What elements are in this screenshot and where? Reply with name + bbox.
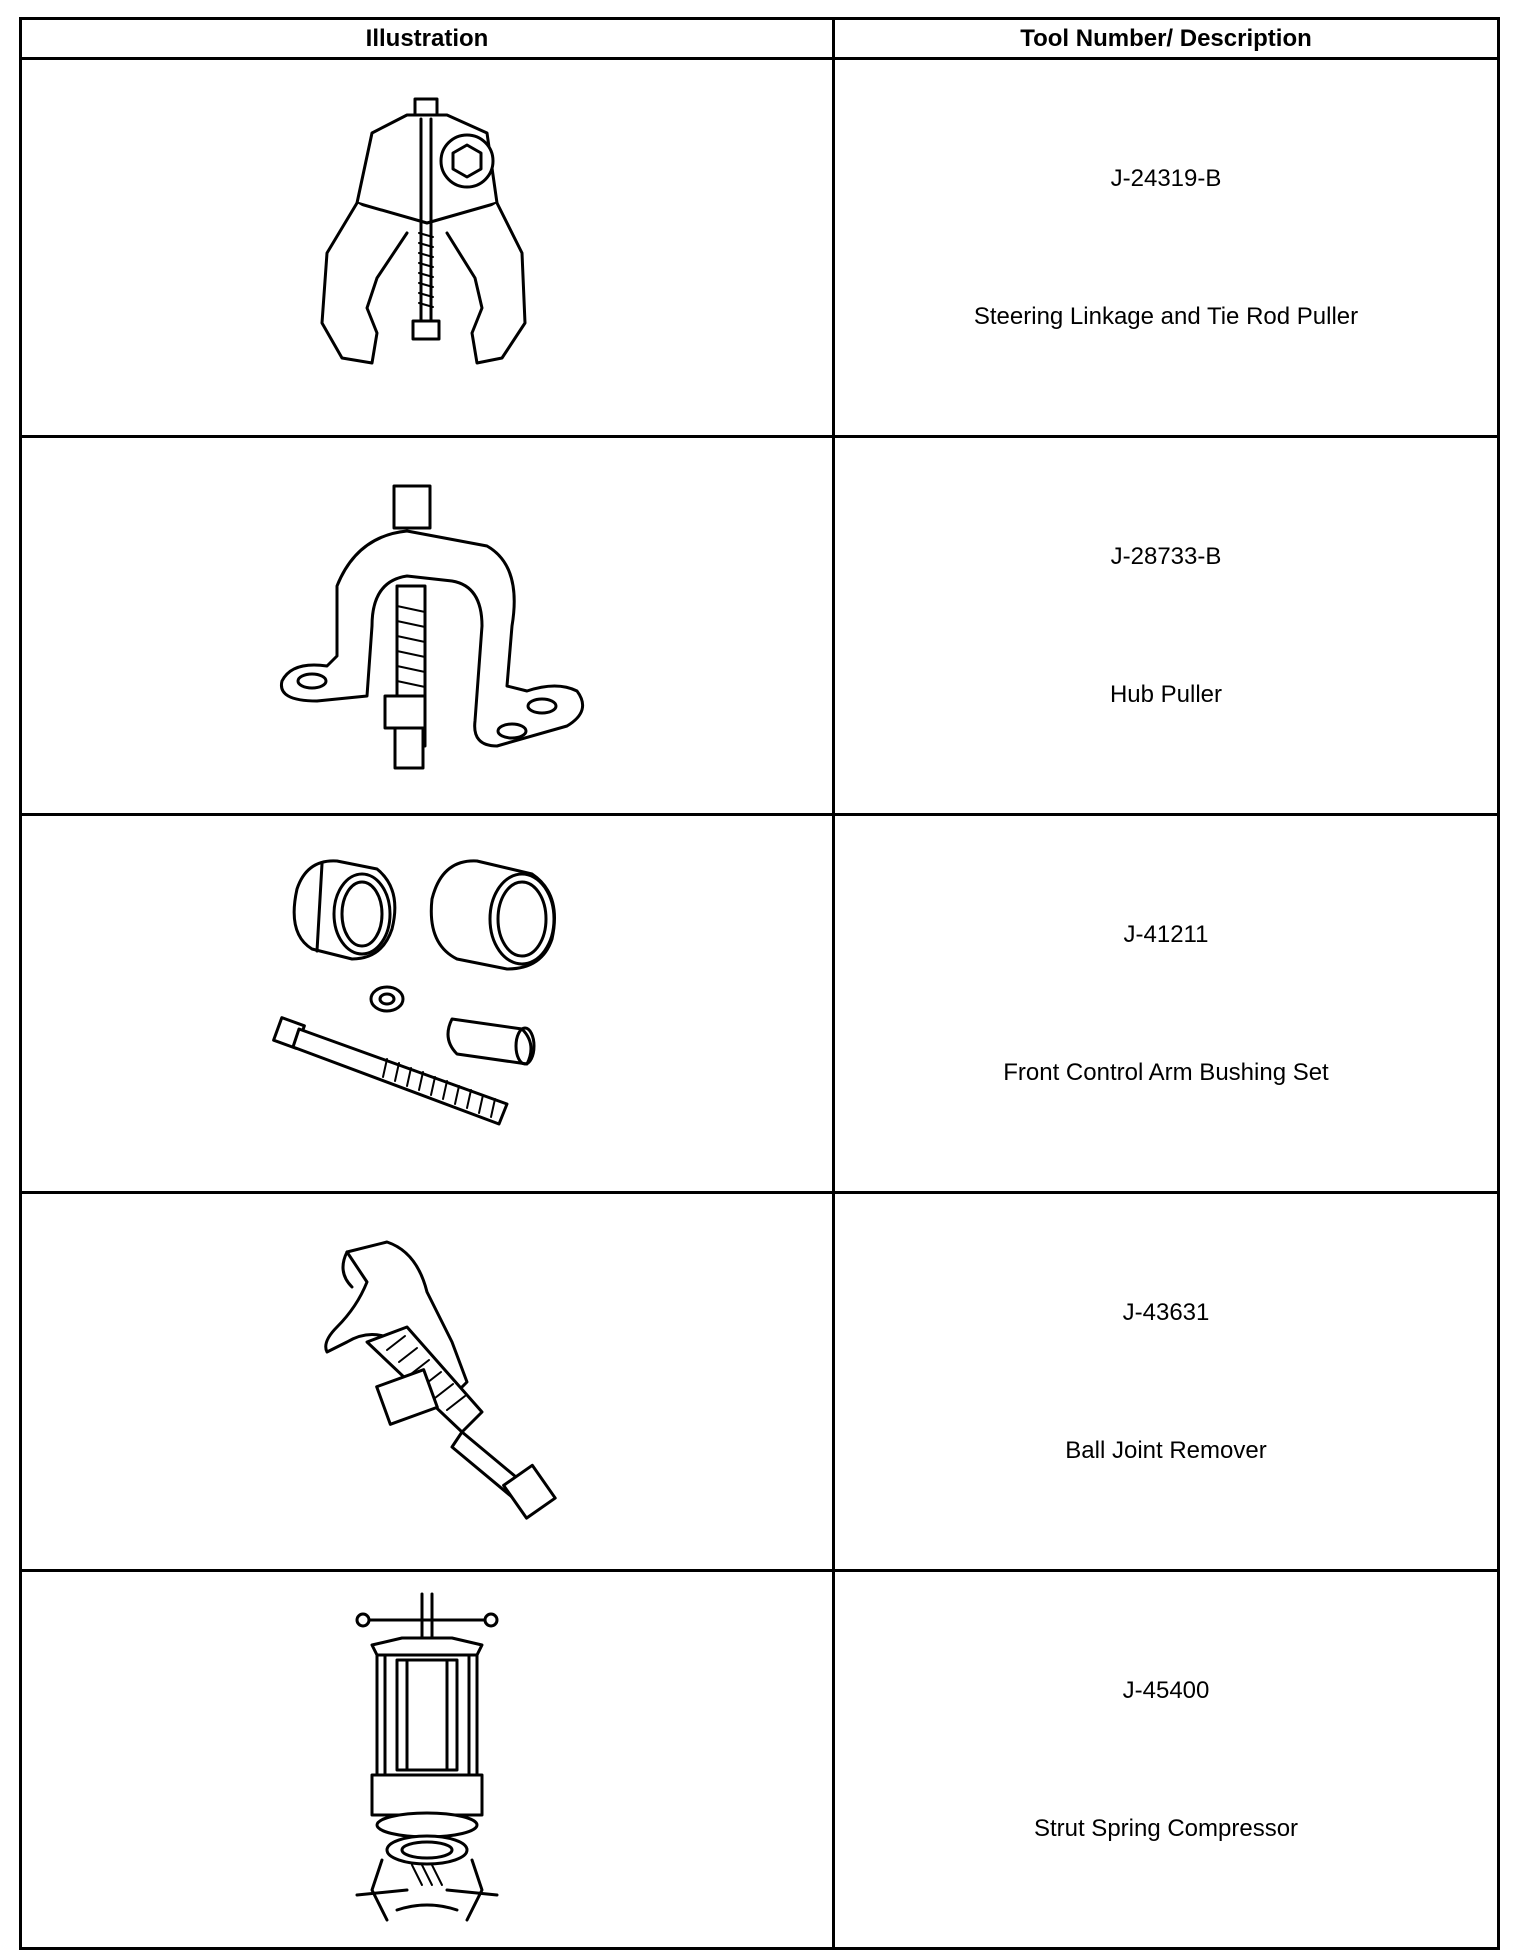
hub-puller-illustration	[257, 476, 597, 776]
bushing-set-illustration	[267, 849, 587, 1159]
tool-number: J-45400	[1122, 1676, 1210, 1704]
table-row	[21, 437, 1499, 815]
tool-number: J-41211	[1123, 920, 1209, 948]
tool-description: Front Control Arm Bushing Set	[1003, 1058, 1329, 1086]
description-cell	[834, 815, 1499, 1193]
illustration-cell	[21, 1193, 834, 1571]
table-row	[21, 1571, 1499, 1949]
description-cell	[834, 437, 1499, 815]
header-illustration: Illustration	[21, 19, 834, 59]
illustration-cell	[21, 437, 834, 815]
table-row	[21, 59, 1499, 437]
header-description: Tool Number/ Description	[834, 19, 1499, 59]
tool-table	[19, 17, 1500, 1950]
tool-description: Ball Joint Remover	[1065, 1436, 1267, 1464]
illustration-cell	[21, 815, 834, 1193]
tool-number: J-24319-B	[1110, 164, 1222, 192]
illustration-cell	[21, 59, 834, 437]
table-row	[21, 815, 1499, 1193]
illustration-cell	[21, 1571, 834, 1949]
description-cell	[834, 59, 1499, 437]
tool-number: J-43631	[1122, 1298, 1210, 1326]
tie-rod-puller-illustration	[297, 93, 557, 403]
tool-description: Hub Puller	[1109, 680, 1223, 708]
tool-description: Steering Linkage and Tie Rod Puller	[973, 302, 1359, 330]
tool-description: Strut Spring Compressor	[1033, 1814, 1299, 1842]
table-row	[21, 1193, 1499, 1571]
description-cell	[834, 1571, 1499, 1949]
strut-spring-compressor-illustration	[347, 1590, 507, 1930]
ball-joint-remover-illustration	[277, 1232, 577, 1532]
description-cell	[834, 1193, 1499, 1571]
tool-number: J-28733-B	[1110, 542, 1222, 570]
table-header-row	[21, 19, 1499, 59]
